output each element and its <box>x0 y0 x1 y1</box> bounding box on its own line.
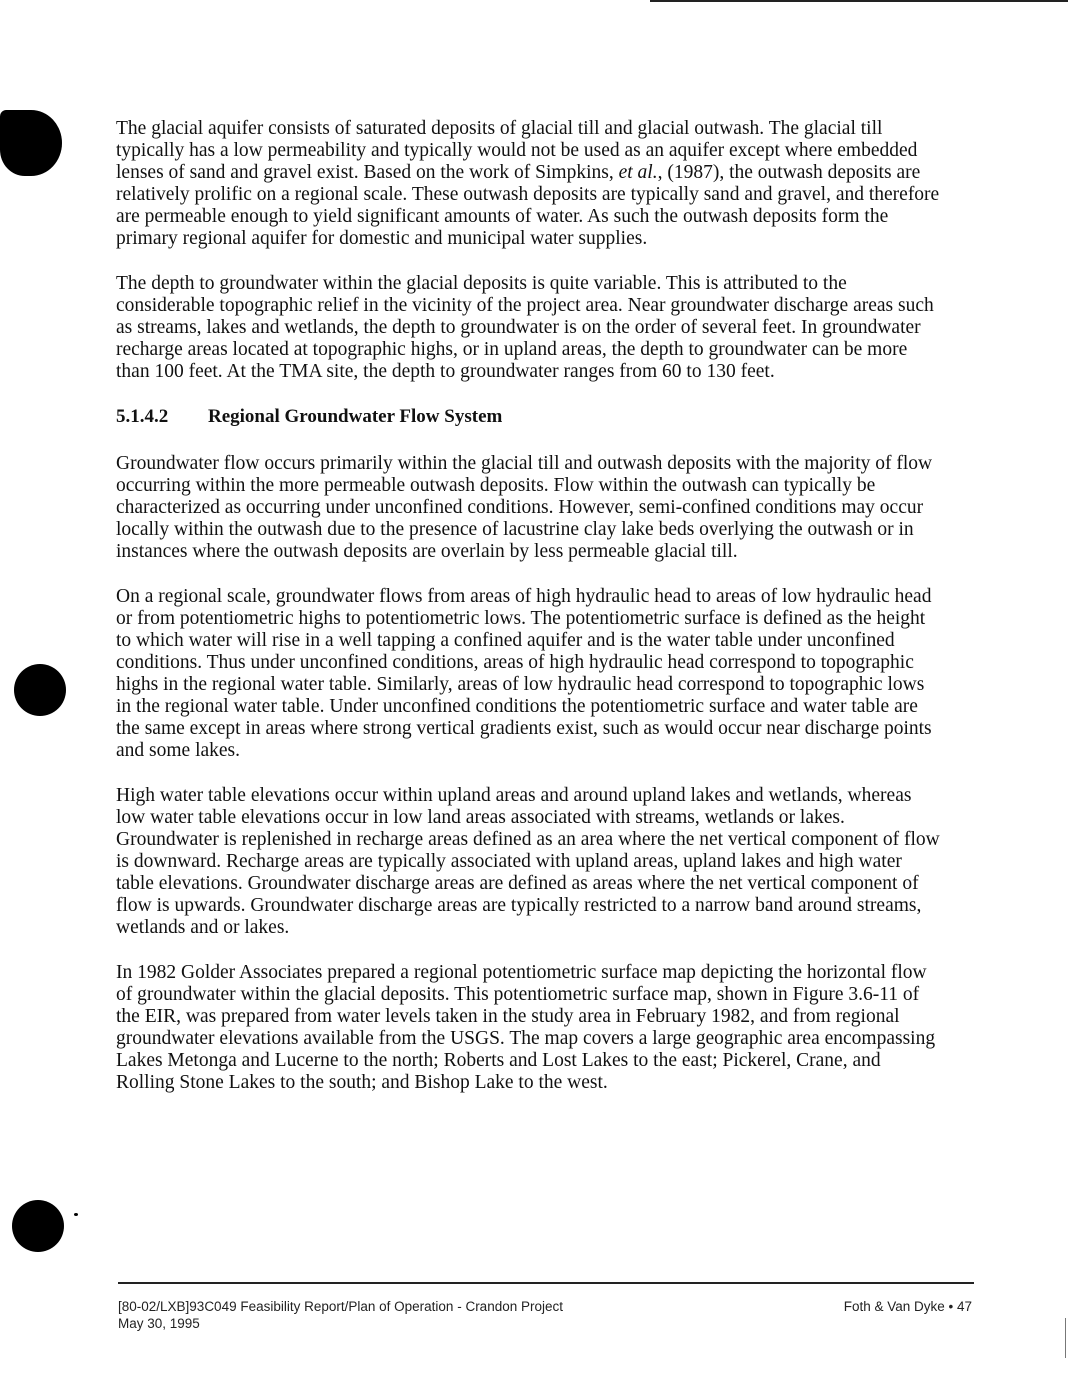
paragraph-text: The glacial aquifer consists of saturated deposits of glacial till and glacial outwash. The glacial till typically has a low permeability and typically would not be used as an aquifer except where embedded lenses of sand and gravel exist. Based on the work of Simpkins, <box>116 118 918 183</box>
paragraph-groundwater-flow: Groundwater flow occurs primarily within the glacial till and outwash deposits with the majority of flow occurring within the more permeable outwash deposits. Flow within the outwash can typically be characterized as occurring under unconfined conditions. However, semi-confined conditions may occur locally within the outwash due to the presence of lacustrine clay lake beds overlying the outwash or in instances where the outwash deposits are overlain by less permeable glacial till. <box>116 453 933 562</box>
section-number: 5.1.4.2 <box>116 406 169 427</box>
paragraph-water-table-elevations: High water table elevations occur within upland areas and around upland lakes and wetlands, whereas low water table elevations occur in low land areas associated with streams, wetlands or lakes. Groundwater is replenished in recharge areas defined as an area where the net vertical component of flow is downward. Recharge areas are typically associated with upland areas, upland lakes and high water table elevations. Groundwater discharge areas are defined as areas where the net vertical component of flow is upwards. Groundwater discharge areas are typically restricted to a narrow band around streams, wetlands and or lakes. <box>116 785 940 938</box>
paragraph-golder-associates: In 1982 Golder Associates prepared a regional potentiometric surface map depicting the horizontal flow of groundwater within the glacial deposits. This potentiometric surface map, shown in Figure 3.6-11 of the EIR, was prepared from water levels taken in the study area in February 1982, and from regional groundwater elevations available from the USGS. The map covers a large geographic area encompassing Lakes Metonga and Lucerne to the north; Roberts and Lost Lakes to the east; Pickerel, Crane, and Rolling Stone Lakes to the south; and Bishop Lake to the west. <box>116 962 936 1093</box>
document-body <box>116 118 942 1117</box>
scan-edge-mark <box>1065 1318 1066 1358</box>
section-title: Regional Groundwater Flow System <box>208 406 503 427</box>
scan-speck <box>74 1213 78 1216</box>
footer-doc-id: [80-02/LXB]93C049 Feasibility Report/Plan of Operation - Crandon Project <box>118 1299 563 1314</box>
paragraph-text-continued: , (1987), the outwash deposits are relatively prolific on a regional scale. These outwash deposits are typically sand and gravel, and therefore are permeable enough to yield significant amounts of water. As such the outwash deposits form the primary regional aquifer for domestic and municipal water supplies. <box>116 162 940 249</box>
binder-hole-bottom <box>12 1200 64 1252</box>
paragraph-depth-to-groundwater: The depth to groundwater within the glacial deposits is quite variable. This is attributed to the considerable topographic relief in the vicinity of the project area. Near groundwater discharge areas such as streams, lakes and wetlands, the depth to groundwater is on the order of several feet. In groundwater recharge areas located at topographic highs, or in upland areas, the depth to groundwater can be more than 100 feet. At the TMA site, the depth to groundwater ranges from 60 to 130 feet. <box>116 273 934 382</box>
section-heading <box>116 406 942 428</box>
footer-rule <box>118 1282 974 1284</box>
binder-hole-top <box>0 110 62 176</box>
footer-date: May 30, 1995 <box>118 1316 200 1331</box>
citation-et-al: et al. <box>618 162 658 183</box>
paragraph-glacial-aquifer <box>116 118 942 250</box>
top-edge-line <box>650 0 1068 2</box>
paragraph-regional-scale: On a regional scale, groundwater flows from areas of high hydraulic head to areas of low hydraulic head or from potentiometric highs to potentiometric lows. The potentiometric surface is defined as the height to which water will rise in a well tapping a confined aquifer and is the water table under unconfined conditions. Thus under unconfined conditions, areas of high hydraulic head correspond to topographic highs in the regional water table. Similarly, areas of low hydraulic head correspond to topographic lows in the regional water table. Under unconfined conditions the potentiometric surface and water table are the same except in areas where strong vertical gradients exist, such as would occur near discharge points and some lakes. <box>116 586 932 761</box>
binder-hole-middle <box>14 664 66 716</box>
footer-right <box>844 1298 972 1315</box>
footer-company-page: Foth & Van Dyke • 47 <box>843 1299 972 1314</box>
footer-left <box>118 1298 563 1332</box>
